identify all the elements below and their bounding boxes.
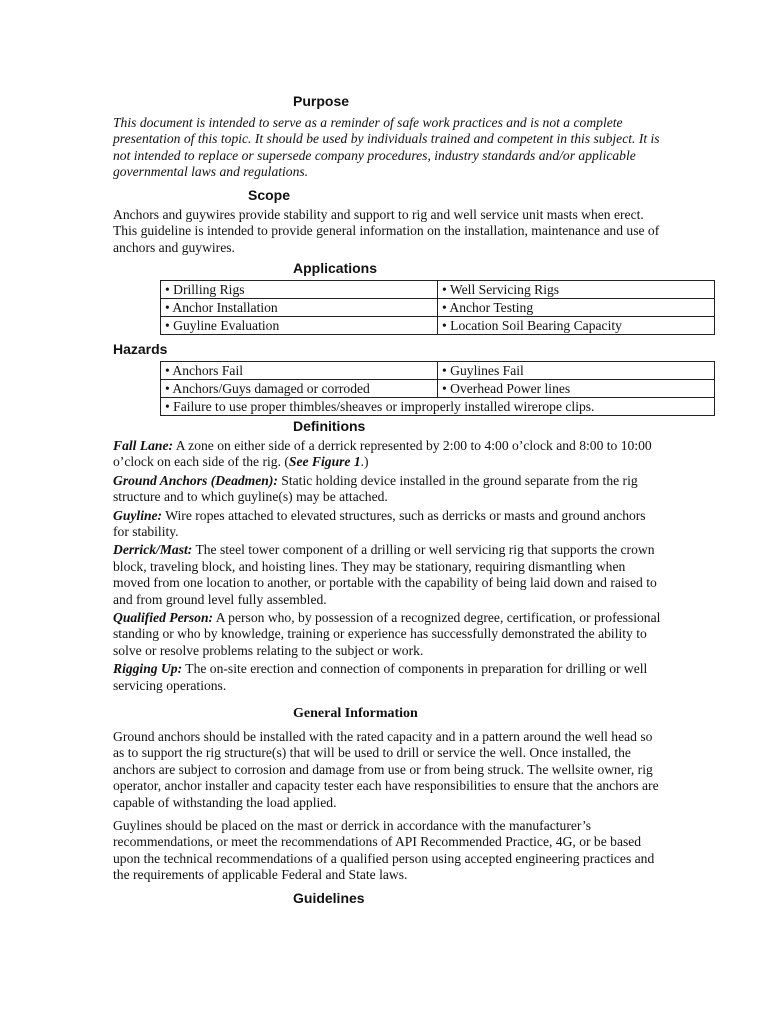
definition-item bbox=[113, 508, 661, 541]
definition-term: Ground Anchors (Deadmen): bbox=[113, 472, 278, 488]
table-cell: • Anchors Fail bbox=[161, 362, 438, 380]
table-row bbox=[161, 380, 715, 398]
table-row bbox=[161, 317, 715, 335]
definition-term: Derrick/Mast: bbox=[113, 542, 193, 558]
figure-reference: See Figure 1 bbox=[288, 454, 361, 470]
guidelines-heading: Guidelines bbox=[293, 890, 365, 906]
general-paragraph-2: Guylines should be placed on the mast or derrick in accordance with the manufacturer’s recommendations, or meet the recommendations of API Recommended Practice, 4G, or be based upon the technical recommendations of a qualified person using accepted engineering practices and the requirements of applicable Federal and State laws. bbox=[113, 818, 655, 883]
definition-text: A person who, by possession of a recognized degree, certification, or professional standing or who by knowledge, training or experience has successfully demonstrated the ability to solve or resolve problems relating to the subject or work. bbox=[113, 610, 661, 658]
definition-item bbox=[113, 438, 661, 471]
table-cell: • Failure to use proper thimbles/sheaves or improperly installed wirerope clips. bbox=[161, 398, 715, 416]
definitions-heading: Definitions bbox=[293, 418, 366, 434]
purpose-text: This document is intended to serve as a reminder of safe work practices and is not a complete presentation of this topic. It should be used by individuals trained and competent in this subject. It is not intended to replace or supersede company procedures, industry standards and/or applicable governmental laws and regulations. bbox=[113, 115, 660, 180]
definition-term: Guyline: bbox=[113, 507, 163, 523]
definition-term: Rigging Up: bbox=[113, 661, 183, 677]
table-cell: • Guylines Fail bbox=[438, 362, 715, 380]
table-cell: • Drilling Rigs bbox=[161, 281, 438, 299]
table-cell: • Guyline Evaluation bbox=[161, 317, 438, 335]
table-cell: • Anchors/Guys damaged or corroded bbox=[161, 380, 438, 398]
definition-text: Static holding device installed in the ground separate from the rig structure and to which guyline(s) may be attached. bbox=[113, 472, 638, 505]
applications-heading: Applications bbox=[293, 260, 378, 276]
definition-text: The steel tower component of a drilling or well servicing rig that supports the crown block, traveling block, and hoisting lines. They may be stationary, requiring dismantling when moved from one location to another, or portable with the capability of being laid down and raised to and from ground level fully assembled. bbox=[113, 542, 657, 607]
table-row bbox=[161, 299, 715, 317]
purpose-heading: Purpose bbox=[293, 93, 350, 109]
table-cell: • Anchor Installation bbox=[161, 299, 438, 317]
definition-text: The on-site erection and connection of components in preparation for drilling or well servicing operations. bbox=[113, 661, 648, 693]
table-cell: • Well Servicing Rigs bbox=[438, 281, 715, 299]
table-cell: • Anchor Testing bbox=[438, 299, 715, 317]
table-cell: • Location Soil Bearing Capacity bbox=[438, 317, 715, 335]
definitions-list bbox=[113, 438, 661, 694]
general-information-heading: General Information bbox=[293, 706, 418, 721]
definition-text: Wire ropes attached to elevated structures, such as derricks or masts and ground anchors for stability. bbox=[113, 507, 646, 540]
definition-item bbox=[113, 661, 661, 694]
applications-table bbox=[160, 280, 715, 335]
definition-term: Fall Lane: bbox=[113, 438, 174, 453]
definition-term: Qualified Person: bbox=[113, 610, 214, 626]
definition-item bbox=[113, 610, 661, 659]
hazards-table bbox=[160, 361, 715, 416]
table-row bbox=[161, 398, 715, 416]
hazards-heading: Hazards bbox=[113, 341, 168, 357]
general-paragraph-1: Ground anchors should be installed with the rated capacity and in a pattern around the well head so as to support the rig structure(s) that will be used to drill or service the well. Once installed, the anchors are subject to corrosion and damage from use or from being struck. The wellsite owner, rig operator, anchor installer and capacity tester each have responsibilities to ensure that the anchors are capable of withstanding the load applied. bbox=[113, 729, 659, 810]
scope-heading: Scope bbox=[248, 187, 291, 203]
table-row bbox=[161, 281, 715, 299]
definition-text: A zone on either side of a derrick represented by 2:00 to 4:00 o’clock and 8:00 to 10:00 o’clock on each side of the rig. ( bbox=[113, 438, 652, 470]
definition-tail: .) bbox=[360, 454, 369, 470]
table-row bbox=[161, 362, 715, 380]
table-cell: • Overhead Power lines bbox=[438, 380, 715, 398]
scope-text: Anchors and guywires provide stability and support to rig and well service unit masts when erect. This guideline is intended to provide general information on the installation, maintenance and use of anchors and guywires. bbox=[113, 207, 660, 255]
definition-item bbox=[113, 542, 661, 608]
definition-item bbox=[113, 473, 661, 506]
